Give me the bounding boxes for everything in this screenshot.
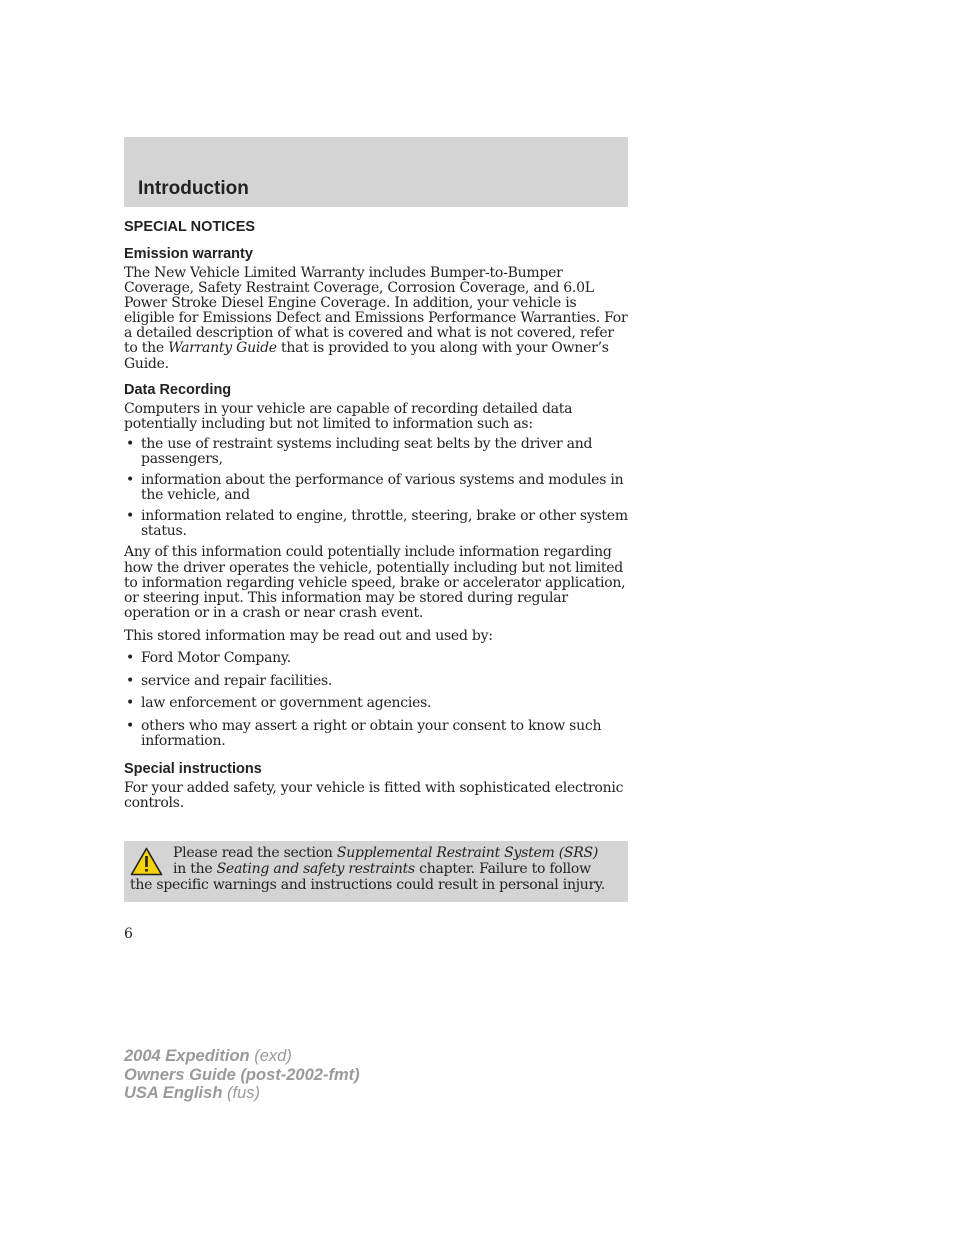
data-recording-heading: Data Recording [124,381,232,398]
page-number: 6 [124,926,133,942]
emission-warranty-text: The New Vehicle Limited Warranty includes Bumper-to-Bumper Coverage, Safety Restraint Coverage, Corrosion Coverage, and 6.0L Power Stroke Diesel Engine Coverage. In addition, your vehicle is eligible for Emissions Defect and Emissions Performance Warranties. For a detailed description of what is covered and what is not covered, refer to the Warranty Guide that is provided to you along with your Owner’s Guide. [124,265,628,372]
list-item: • information related to engine, throttle, steering, brake or other system status. [126,508,628,540]
list-item: • law enforcement or government agencies. [126,695,432,712]
list-item: • service and repair facilities. [126,672,333,689]
document-footer: 2004 Expedition (exd) Owners Guide (post-2002-fmt) USA English (fus) [124,1047,360,1102]
bullet-icon: • [126,649,135,666]
info-users-list [124,651,628,749]
warning-text: Please read the section Supplemental Restraint System (SRS) in the Seating and safety restraints chapter. Failure to follow the specific warnings and instructions could result in personal injury. [130,845,606,893]
bullet-icon: • [126,717,135,734]
list-item: • the use of restraint systems including seat belts by the driver and passengers, [126,435,593,467]
bullet-icon: • [126,472,135,489]
page-title: Introduction [138,178,249,199]
main-content [124,219,628,821]
data-recording-para2: Any of this information could potentially include information regarding how the driver operates the vehicle, potentially including but not limited to information regarding vehicle speed, brake or accelerator application, or steering input. This information may be stored during regular operation or in a crash or near crash event. [124,544,626,621]
data-recording-para3: This stored information may be read out and used by: [124,627,493,644]
data-recording-intro: Computers in your vehicle are capable of recording detailed data potentially including but not limited to information such as: [124,400,573,432]
list-item: • Ford Motor Company. [126,649,291,666]
recorded-info-list [124,437,628,540]
bullet-icon: • [126,695,135,712]
list-item: • others who may assert a right or obtain your consent to know such information. [126,717,602,749]
emission-warranty-heading: Emission warranty [124,246,253,262]
warranty-guide-ref: Warranty Guide [168,340,277,357]
bullet-icon: • [126,508,135,525]
special-instructions-text: For your added safety, your vehicle is fitted with sophisticated electronic controls. [124,779,624,812]
bullet-icon: • [126,435,135,452]
section-title: SPECIAL NOTICES [124,219,256,235]
special-instructions-heading: Special instructions [124,760,262,777]
bullet-icon: • [126,672,135,689]
warning-box [124,841,628,902]
header-band [124,137,628,207]
list-item: • information about the performance of various systems and modules in the vehicle, and [126,472,624,504]
